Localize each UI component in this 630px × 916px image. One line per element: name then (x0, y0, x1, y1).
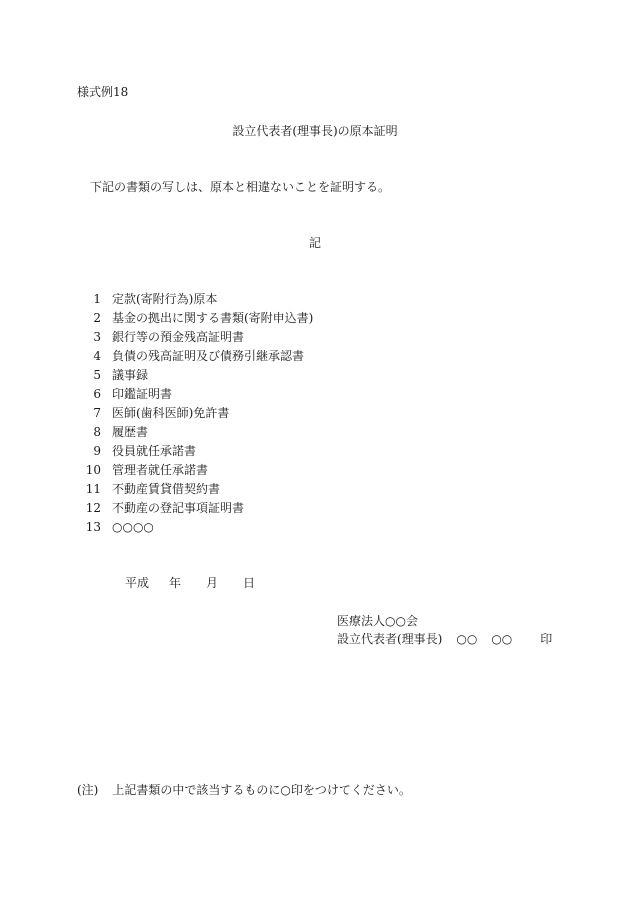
item-number: 9 (93, 444, 101, 458)
item-number: 3 (93, 330, 101, 344)
list-item (85, 426, 313, 445)
corporation-name: 医療法人○○会 (337, 614, 418, 628)
list-item (85, 502, 313, 521)
representative-name-part2: ○○ (491, 632, 513, 646)
item-text: 議事録 (112, 368, 149, 382)
item-number: 10 (85, 463, 101, 477)
list-item (85, 521, 313, 540)
item-number: 6 (93, 387, 101, 401)
date-month: 月 (206, 576, 219, 590)
note-text: 上記書類の中で該当するものに○印をつけてください。 (112, 783, 411, 797)
item-number: 5 (93, 368, 101, 382)
representative-name-part1: ○○ (456, 632, 478, 646)
document-list (85, 293, 313, 540)
intro-statement: 下記の書類の写しは、原本と相違ないことを証明する。 (90, 180, 391, 194)
list-item (85, 331, 313, 350)
list-item (85, 388, 313, 407)
list-item (85, 445, 313, 464)
document-title: 設立代表者(理事長)の原本証明 (232, 124, 398, 138)
item-number: 12 (85, 501, 101, 515)
item-text: ○○○○ (112, 520, 154, 534)
item-text: 基金の拠出に関する書類(寄附申込書) (112, 311, 314, 325)
list-item (85, 293, 313, 312)
representative-label: 設立代表者(理事長) (337, 632, 443, 646)
representative-line (337, 633, 552, 645)
list-item (85, 312, 313, 331)
form-number: 様式例18 (77, 85, 129, 99)
item-text: 銀行等の預金残高証明書 (112, 330, 245, 344)
date-era: 平成 (125, 576, 150, 590)
date-line (125, 577, 255, 589)
list-item (85, 350, 313, 369)
ki-heading: 記 (308, 236, 321, 250)
item-text: 不動産賃貸借契約書 (112, 482, 221, 496)
list-item (85, 464, 313, 483)
item-number: 2 (93, 311, 101, 325)
item-text: 医師(歯科医師)免許書 (112, 406, 230, 420)
item-text: 役員就任承諾書 (112, 444, 197, 458)
footnote (77, 784, 411, 796)
item-number: 13 (85, 520, 101, 534)
item-number: 8 (93, 425, 101, 439)
seal-mark: 印 (540, 632, 553, 646)
note-mark: (注) (77, 783, 99, 797)
item-number: 7 (93, 406, 101, 420)
item-number: 4 (93, 349, 101, 363)
date-day: 日 (243, 576, 256, 590)
item-text: 印鑑証明書 (112, 387, 173, 401)
item-number: 11 (85, 482, 101, 496)
date-year: 年 (169, 576, 182, 590)
item-text: 負債の残高証明及び債務引継承認書 (112, 349, 305, 363)
item-text: 不動産の登記事項証明書 (112, 501, 245, 515)
list-item (85, 483, 313, 502)
item-number: 1 (93, 292, 101, 306)
item-text: 履歴書 (112, 425, 149, 439)
list-item (85, 407, 313, 426)
list-item (85, 369, 313, 388)
item-text: 定款(寄附行為)原本 (112, 292, 218, 306)
item-text: 管理者就任承諾書 (112, 463, 209, 477)
